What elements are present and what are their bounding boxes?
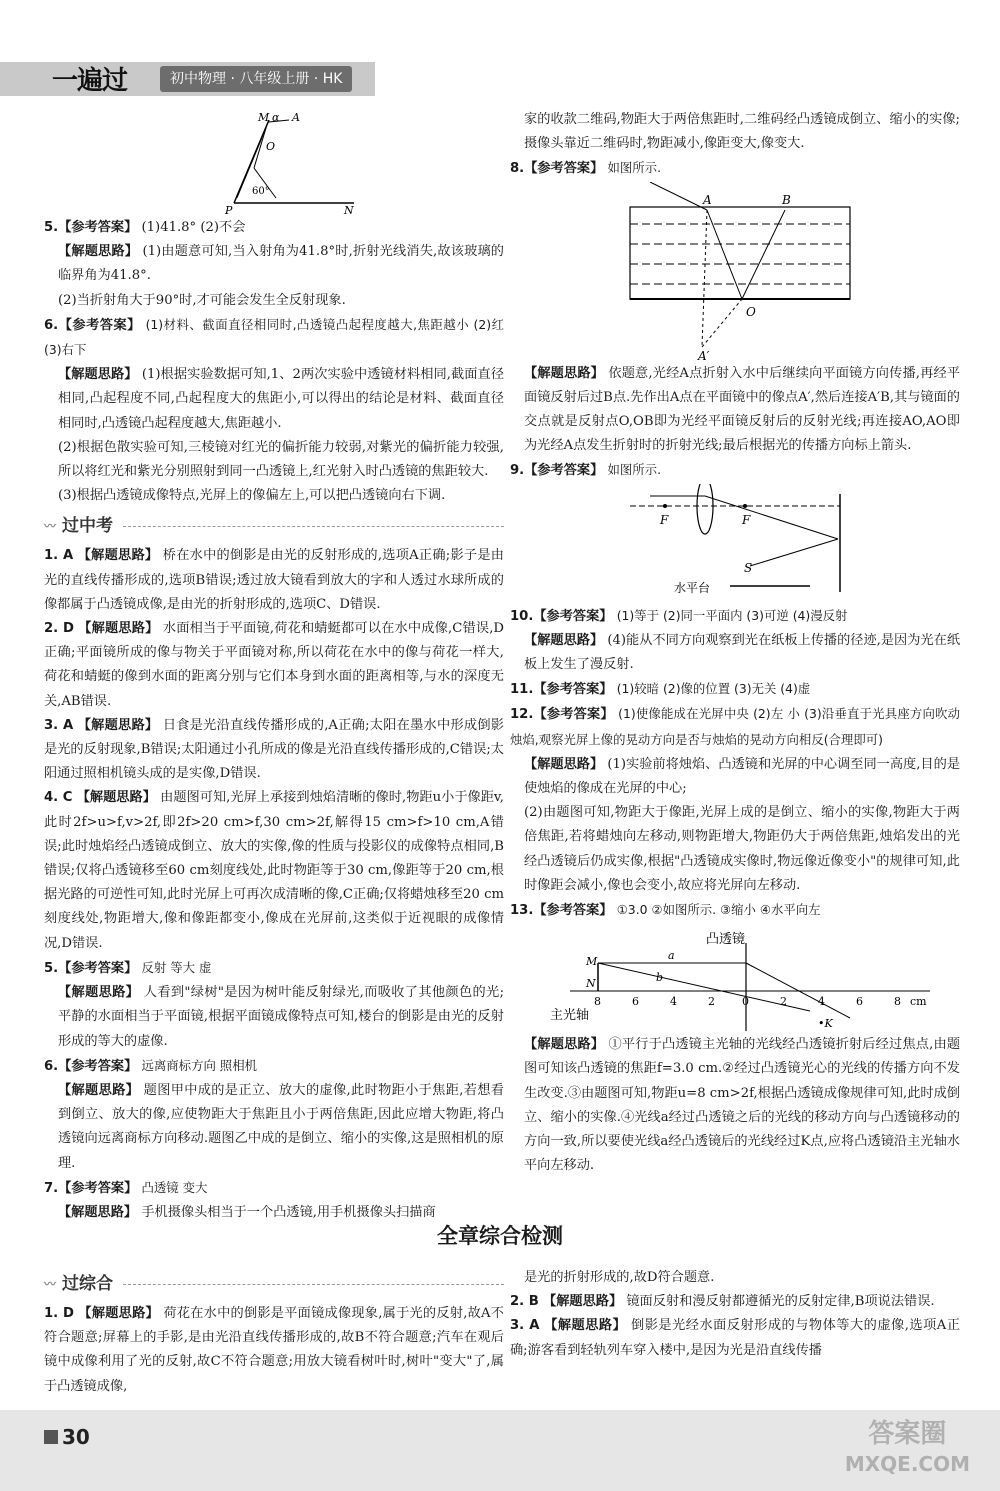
z4-item: 4. C 【解题思路】 由题图可知,光屏上承接到烛焰清晰的像时,物距u小于像距v,此时2f>u>f,v>2f,即2f>20 cm>f,30 cm>2f,解得15 cm>f>10 cm,A错误;此时烛焰经凸透镜成倒立、放大的实像,像的性质与投影仪的成像特点相同,B错误;仅将凸透镜移至60 cm刻度线处,此时物距等于30 cm,像距等于20 cm,根据光路的可逆性可知,此时光屏上可再次成清晰的像,C正确;仅将蜡烛移至20 cm刻度线处,物距增大,像和像距都变小,像成在光屏前,这类似于近视眼的成像情况,D错误. [44, 790, 505, 951]
q8-answer: 8.【参考答案】 如图所示. [510, 160, 662, 177]
b3-item: 3. A 【解题思路】 倒影是光经水面反射形成的与物体等大的虚像,选项A正确;游客看到轻轨列车穿入楼中,是因为光是沿直线传播 [510, 1318, 961, 1358]
label-N: N [586, 977, 596, 991]
page-number: 30 [62, 1425, 90, 1449]
label-A: A [703, 192, 712, 207]
q10-think: 【解题思路】 (4)能从不同方向观察到光在纸板上传播的径迹,是因为光在纸板上发生了漫反射. [524, 632, 961, 673]
tick-label: 0 [742, 995, 749, 1009]
page-header [0, 0, 1000, 105]
label-A: A [292, 111, 300, 124]
label-S: S [744, 560, 753, 575]
b1-item: 1. D 【解题思路】 荷花在水中的倒影是平面镜成像现象,属于光的反射,故A不符合题意;屏幕上的手影,是由光沿直线传播形成的,故B不符合题意;汽车在观后镜中成像利用了光的反射,故C不符合题意;用放大镜看树叶时,树叶"变大"了,属于凸透镜成像, [44, 1306, 504, 1394]
tick-label: 2 [708, 995, 715, 1009]
brand-logo: 一遍过 [52, 66, 128, 96]
q11-answer: 11.【参考答案】 (1)较暗 (2)像的位置 (3)无关 (4)虚 [510, 681, 811, 698]
q6-think-1: 【解题思路】 (1)根据实验数据可知,1、2两次实验中透镜材料相同,截面直径相同,凸起程度不同,凸起程度大的焦距小,可以得出的结论是材料、截面直径相同时,凸透镜凸起程度越大,焦距越小. [58, 367, 505, 431]
label-b: b [656, 971, 664, 985]
tick-label: 8 [594, 995, 601, 1009]
watermark: 答案圈 MXQE.COM [844, 1419, 970, 1476]
z7-think: 【解题思路】 手机摄像头相当于一个凸透镜,用手机摄像头扫描商 [58, 1204, 436, 1220]
label-lens: 凸透镜 [706, 932, 746, 948]
q5-answer: 5.【参考答案】 (1)41.8° (2)不会 [44, 220, 246, 235]
label-K: •K [818, 1017, 833, 1031]
q12-think-2: (2)由题图可知,物距大于像距,光屏上成的是倒立、缩小的实像,物距大于两倍焦距,若将蜡烛向左移动,则物距增大,物距仍大于两倍焦距,烛焰发出的光经凸透镜后仍成实像,根据"凸透镜成实像时,物远像近像变小"的规律可知,此时像距会减小,像也会变小,故应将光屏向左移动. [524, 805, 960, 893]
q13-answer: 13.【参考答案】 ①3.0 ②如图所示. ③缩小 ④水平向左 [510, 902, 821, 919]
tick-label: 6 [856, 995, 863, 1009]
q6-answer: 6.【参考答案】 (1)材料、截面直径相同时,凸透镜凸起程度越大,焦距越小 (2)红 (3)右下 [44, 316, 505, 358]
tick-label: 2 [780, 995, 787, 1009]
tick-label: 8 [894, 995, 901, 1009]
label-F-right: F [742, 512, 751, 527]
z5-think: 【解题思路】 人看到"绿树"是因为树叶能反射绿光,而吸收了其他颜色的光;平静的水面相当于平面镜,根据平面镜成像特点可知,楼台的倒影是由光的反射形成的等大的虚像. [58, 985, 505, 1049]
label-a: a [668, 949, 675, 963]
bottom-left [44, 1266, 504, 1399]
figure-convex-lens-axis [510, 923, 960, 1033]
tick-label: 4 [818, 995, 825, 1009]
label-alpha: α [272, 111, 280, 124]
label-M: M [586, 955, 598, 969]
label-angle: 60° [252, 186, 270, 197]
figure-reflection [44, 108, 504, 216]
z3-item: 3. A 【解题思路】 日食是光沿直线传播形成的,A正确;太阳在墨水中形成倒影是光的反射现象,B错误;太阳通过小孔所成的像是光沿直线传播形成的,C错误;太阳通过照相机镜头成的是实像,D错误. [44, 717, 504, 782]
section-heading-zhongkao: 〰 过中考 [44, 512, 504, 540]
z7-answer: 7.【参考答案】 凸透镜 变大 [44, 1179, 208, 1196]
chapter-title: 全章综合检测 [437, 1224, 563, 1248]
z5-answer: 5.【参考答案】 反射 等大 虚 [44, 959, 212, 976]
z1-item: 1. A 【解题思路】 桥在水中的倒影是由光的反射形成的,选项A正确;影子是由光的直线传播形成的,选项B错误;透过放大镜看到放大的字和人透过水球所成的像都属于凸透镜成像,是由光的折射形成的,选项C、D错误. [44, 548, 504, 612]
label-O: O [746, 304, 756, 319]
z6-think: 【解题思路】 题图甲中成的是正立、放大的虚像,此时物距小于焦距,若想看到倒立、放大的像,应使物距大于焦距且小于两倍焦距,因此应增大物距,将凸透镜向远离商标方向移动.题图乙中成的是倒立、缩小的实像,这是照相机的原理. [58, 1082, 504, 1171]
q5-think-2: (2)当折射角大于90°时,才可能会发生全反射现象. [58, 292, 346, 308]
q9-answer: 9.【参考答案】 如图所示. [510, 462, 662, 479]
tick-label: 6 [632, 995, 639, 1009]
label-B: B [782, 192, 791, 207]
q12-think-1: 【解题思路】 (1)实验前将烛焰、凸透镜和光屏的中心调至同一高度,目的是使烛焰的像成在光屏的中心; [524, 756, 961, 797]
tick-label: 4 [670, 995, 677, 1009]
q13-think: 【解题思路】 ①平行于凸透镜主光轴的光线经凸透镜折射后经过焦点,由题图可知该凸透镜的焦距f=3.0 cm.②经过凸透镜光心的光线的传播方向不发生改变.③由题图可知,物距u=8 cm>2f,根据凸透镜成像规律可知,此时成倒立、缩小的实像.④光线a经过凸透镜之后的光线的移动方向与凸透镜移动的方向一致,所以要使光线a经凸透镜后的光线经过K点,应将凸透镜沿主光轴水平向左移动. [524, 1037, 961, 1174]
page-number-marker [44, 1430, 58, 1444]
q12-answer: 12.【参考答案】 (1)使像能成在光屏中央 (2)左 小 (3)沿垂直于光具座方向吹动烛焰,观察光屏上像的晃动方向是否与烛焰的晃动方向相反(合理即可) [510, 706, 960, 747]
q10-answer: 10.【参考答案】 (1)等于 (2)同一平面内 (3)可逆 (4)漫反射 [510, 607, 848, 624]
label-axis: 主光轴 [550, 1008, 590, 1024]
q5-think-1: 【解题思路】 (1)由题意可知,当入射角为41.8°时,折射光线消失,故该玻璃的临界角为41.8°. [58, 244, 504, 284]
label-F-left: F [660, 512, 669, 527]
q8-think: 【解题思路】 依题意,光经A点折射入水中后继续向平面镜方向传播,再经平面镜反射后过B点.先作出A点在平面镜中的像点A′,然后连接A′B,其与镜面的交点就是反射点O,OB即为光经平面镜反射后的反射光线;再连接AO,AO即为光经A点发生折射时的折射光线;最后根据光的传播方向标上箭头. [524, 365, 961, 454]
label-M: M [258, 111, 270, 124]
unit-label: cm [910, 995, 927, 1009]
book-subtitle: 初中物理 · 八年级上册 · HK [160, 66, 352, 92]
figure-water-mirror [510, 182, 960, 362]
label-P: P [225, 204, 233, 216]
b2-item: 2. B 【解题思路】 镜面反射和漫反射都遵循光的反射定律,B项说法错误. [510, 1294, 935, 1310]
label-N: N [344, 204, 354, 216]
label-table: 水平台 [674, 580, 711, 595]
label-O: O [266, 140, 276, 153]
bottom-right [510, 1266, 960, 1363]
figure-lens-mirror [510, 484, 960, 604]
q7-continued: 家的收款二维码,物距大于两倍焦距时,二维码经凸透镜成倒立、缩小的实像;摄像头靠近二维码时,物距减小,像距变大,像变大. [524, 112, 960, 152]
section-heading-zonghe: 〰 过综合 [44, 1270, 504, 1298]
left-column [44, 108, 504, 1225]
label-A-prime: A′ [698, 348, 710, 362]
z2-item: 2. D 【解题思路】 水面相当于平面镜,荷花和蜻蜓都可以在水中成像,C错误,D正确;平面镜所成的像与物关于平面镜对称,所以荷花在水中的像与荷花一样大,荷花和蜻蜓的像到水面的距离分别与它们本身到水面的距离相等,与水的深度无关,AB错误. [44, 621, 504, 709]
z6-answer: 6.【参考答案】 远离商标方向 照相机 [44, 1057, 257, 1074]
q6-think-3: (3)根据凸透镜成像特点,光屏上的像偏左上,可以把凸透镜向右下调. [58, 488, 446, 504]
q6-think-2: (2)根据色散实验可知,三棱镜对红光的偏折能力较弱,对紫光的偏折能力较强,所以将红光和紫光分别照射到同一凸透镜上,红光射入时凸透镜的焦距较大. [58, 439, 504, 480]
right-column [510, 108, 960, 1178]
b1-continued: 是光的折射形成的,故D符合题意. [524, 1270, 715, 1285]
